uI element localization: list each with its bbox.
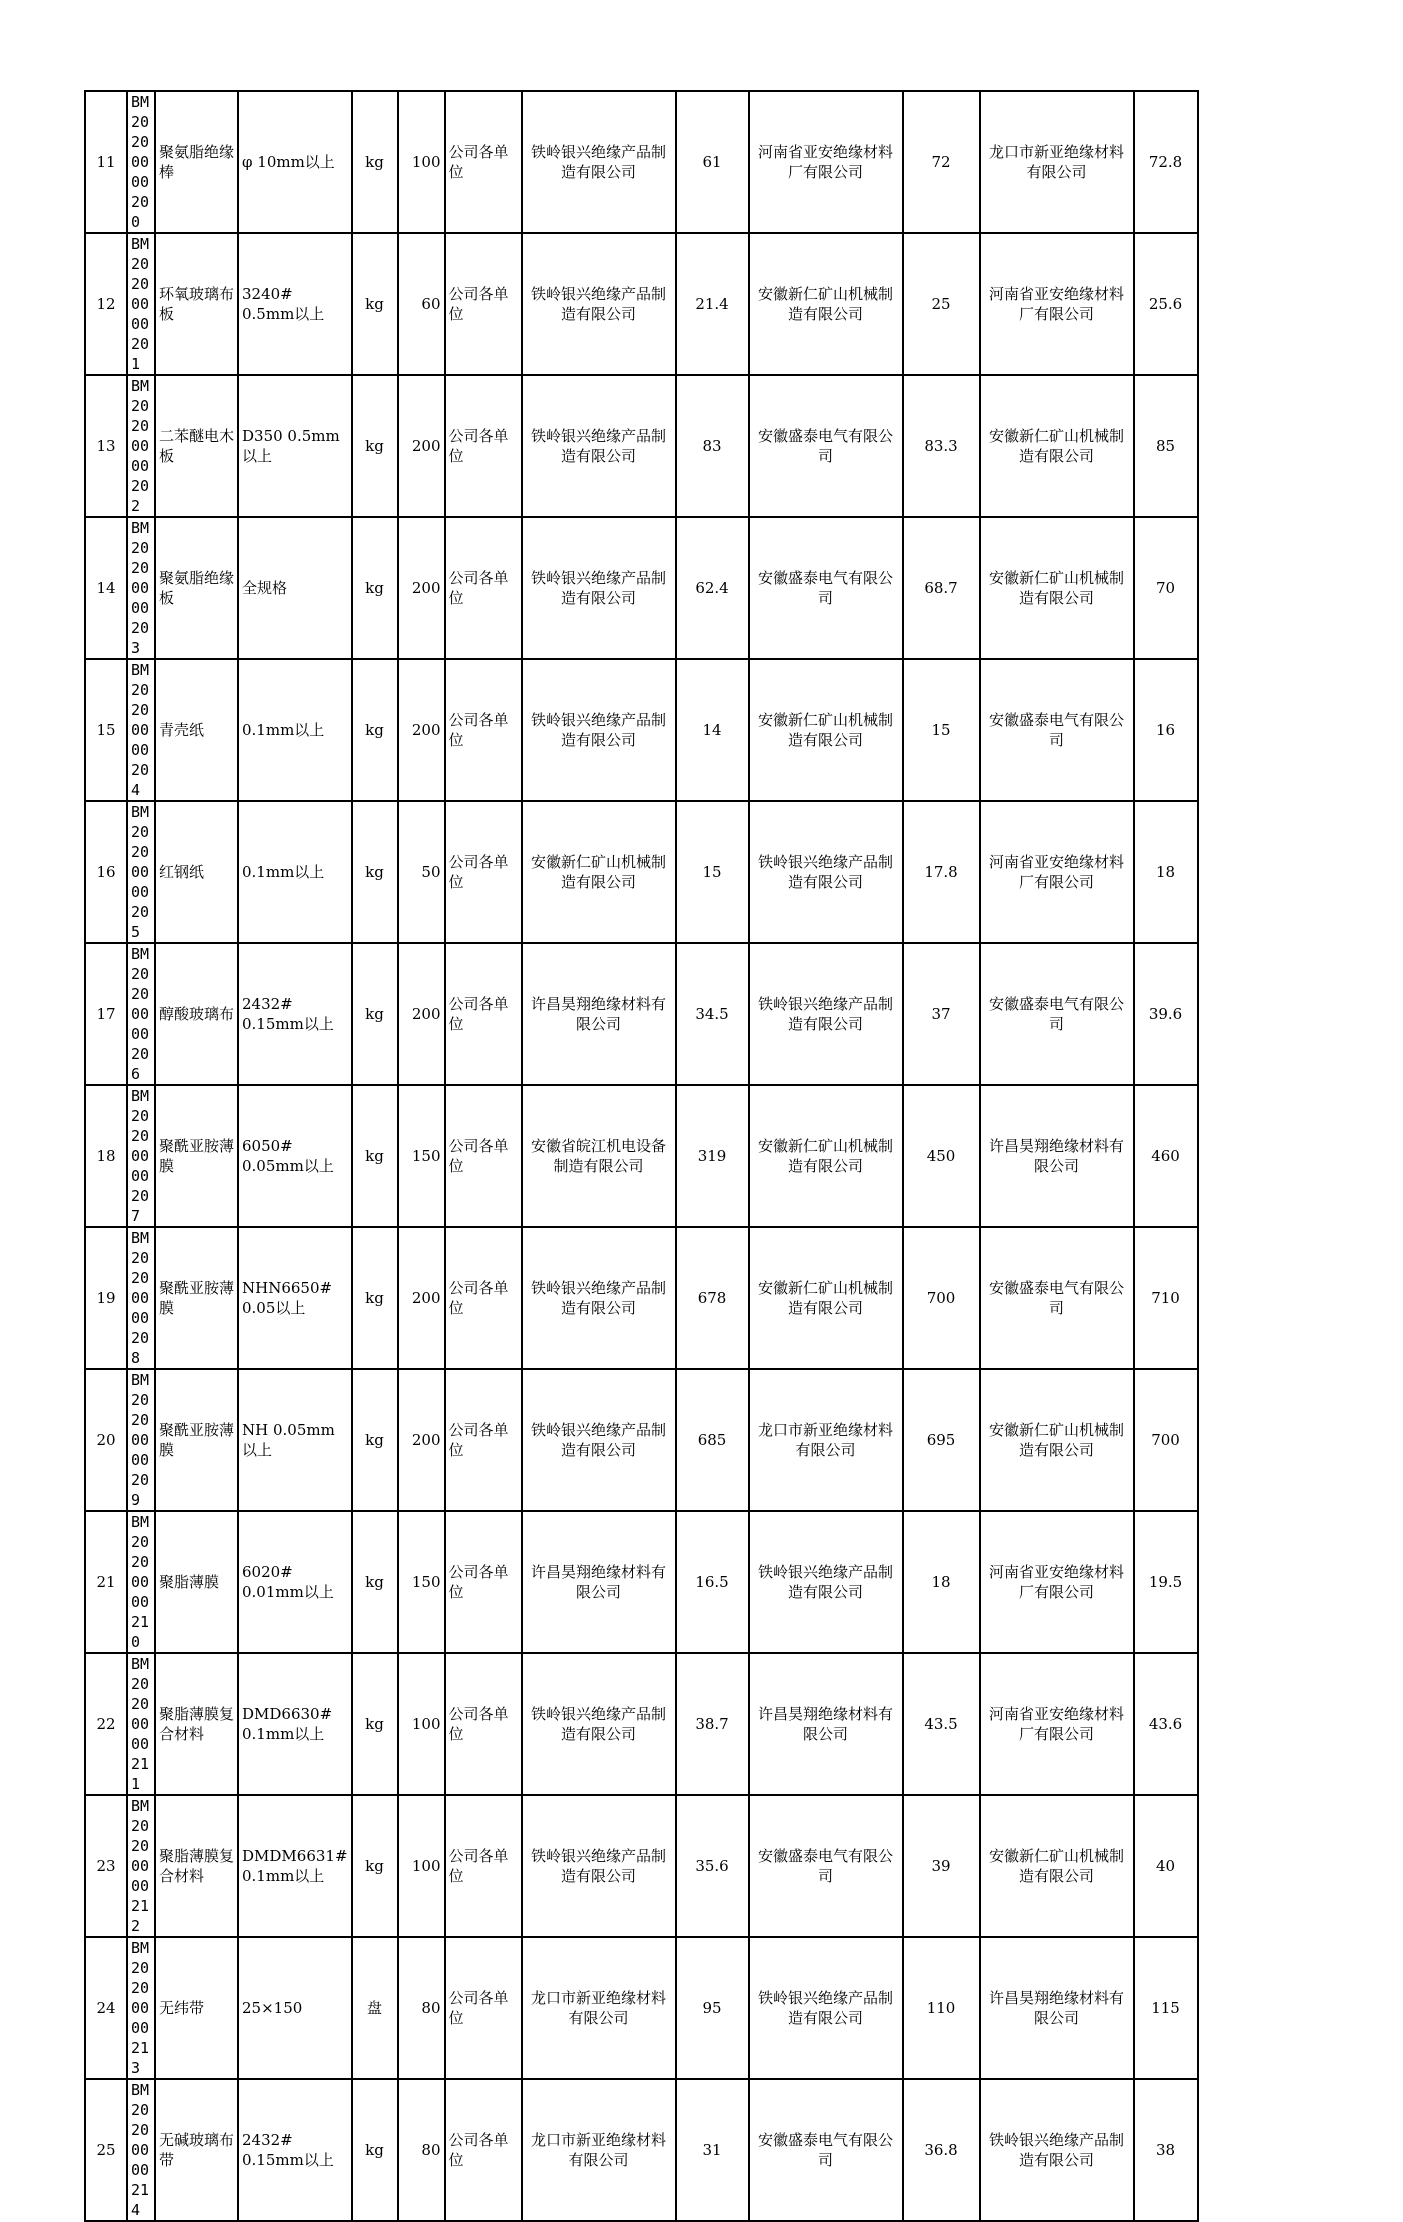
material-code-cell: BM20200000207 [127,1085,155,1227]
table-row [85,233,1198,375]
price-1-cell: 34.5 [676,943,749,1085]
supplier-3-cell: 许昌昊翔绝缘材料有限公司 [980,1085,1134,1227]
price-1-cell: 319 [676,1085,749,1227]
price-2-cell: 695 [903,1369,980,1511]
quantity-cell: 150 [398,1511,445,1653]
table-row [85,2079,1198,2221]
material-code-cell: BM20200000208 [127,1227,155,1369]
specification-cell: DMDM6631# 0.1mm以上 [238,1795,352,1937]
supplier-3-cell: 河南省亚安绝缘材料厂有限公司 [980,1511,1134,1653]
price-3-cell: 16 [1134,659,1198,801]
quantity-cell: 60 [398,233,445,375]
price-1-cell: 31 [676,2079,749,2221]
row-number-cell: 23 [85,1795,127,1937]
specification-cell: 2432# 0.15mm以上 [238,2079,352,2221]
price-2-cell: 15 [903,659,980,801]
price-3-cell: 19.5 [1134,1511,1198,1653]
material-name-cell: 聚脂薄膜复合材料 [155,1795,238,1937]
material-code-cell: BM20200000203 [127,517,155,659]
row-number-cell: 20 [85,1369,127,1511]
unit-cell: kg [352,1227,398,1369]
usage-scope-cell: 公司各单位 [445,1795,522,1937]
price-1-cell: 16.5 [676,1511,749,1653]
price-2-cell: 43.5 [903,1653,980,1795]
price-3-cell: 85 [1134,375,1198,517]
table-row [85,1937,1198,2079]
unit-cell: kg [352,233,398,375]
material-name-cell: 无纬带 [155,1937,238,2079]
price-1-cell: 61 [676,91,749,233]
usage-scope-cell: 公司各单位 [445,1227,522,1369]
table-row [85,1227,1198,1369]
usage-scope-cell: 公司各单位 [445,659,522,801]
quantity-cell: 150 [398,1085,445,1227]
quantity-cell: 200 [398,1227,445,1369]
supplier-3-cell: 安徽新仁矿山机械制造有限公司 [980,375,1134,517]
supplier-1-cell: 铁岭银兴绝缘产品制造有限公司 [522,1653,676,1795]
table-row [85,1511,1198,1653]
row-number-cell: 18 [85,1085,127,1227]
table-row [85,659,1198,801]
material-code-cell: BM20200000214 [127,2079,155,2221]
price-1-cell: 678 [676,1227,749,1369]
unit-cell: kg [352,801,398,943]
supplier-1-cell: 许昌昊翔绝缘材料有限公司 [522,1511,676,1653]
supplier-2-cell: 河南省亚安绝缘材料厂有限公司 [749,91,903,233]
quantity-cell: 200 [398,943,445,1085]
supplier-1-cell: 许昌昊翔绝缘材料有限公司 [522,943,676,1085]
unit-cell: kg [352,1511,398,1653]
usage-scope-cell: 公司各单位 [445,1937,522,2079]
supplier-2-cell: 安徽新仁矿山机械制造有限公司 [749,659,903,801]
material-name-cell: 聚脂薄膜 [155,1511,238,1653]
quantity-cell: 200 [398,659,445,801]
supplier-1-cell: 铁岭银兴绝缘产品制造有限公司 [522,659,676,801]
price-2-cell: 25 [903,233,980,375]
material-name-cell: 无碱玻璃布带 [155,2079,238,2221]
row-number-cell: 22 [85,1653,127,1795]
row-number-cell: 24 [85,1937,127,2079]
specification-cell: 3240# 0.5mm以上 [238,233,352,375]
table-row [85,1653,1198,1795]
supplier-1-cell: 铁岭银兴绝缘产品制造有限公司 [522,1795,676,1937]
row-number-cell: 15 [85,659,127,801]
unit-cell: kg [352,1085,398,1227]
usage-scope-cell: 公司各单位 [445,1653,522,1795]
supplier-1-cell: 安徽省皖江机电设备制造有限公司 [522,1085,676,1227]
usage-scope-cell: 公司各单位 [445,2079,522,2221]
supplier-3-cell: 安徽新仁矿山机械制造有限公司 [980,1795,1134,1937]
row-number-cell: 14 [85,517,127,659]
table-row [85,1369,1198,1511]
price-3-cell: 39.6 [1134,943,1198,1085]
price-3-cell: 25.6 [1134,233,1198,375]
price-3-cell: 710 [1134,1227,1198,1369]
supplier-2-cell: 安徽新仁矿山机械制造有限公司 [749,1085,903,1227]
material-name-cell: 青壳纸 [155,659,238,801]
unit-cell: kg [352,1795,398,1937]
supplier-3-cell: 龙口市新亚绝缘材料有限公司 [980,91,1134,233]
quantity-cell: 80 [398,1937,445,2079]
supplier-2-cell: 龙口市新亚绝缘材料有限公司 [749,1369,903,1511]
table-row [85,517,1198,659]
specification-cell: 0.1mm以上 [238,659,352,801]
material-name-cell: 聚酰亚胺薄膜 [155,1227,238,1369]
supplier-3-cell: 河南省亚安绝缘材料厂有限公司 [980,1653,1134,1795]
supplier-1-cell: 铁岭银兴绝缘产品制造有限公司 [522,375,676,517]
row-number-cell: 16 [85,801,127,943]
supplier-3-cell: 许昌昊翔绝缘材料有限公司 [980,1937,1134,2079]
table-row [85,375,1198,517]
material-name-cell: 聚酰亚胺薄膜 [155,1085,238,1227]
table-row [85,801,1198,943]
price-2-cell: 72 [903,91,980,233]
unit-cell: kg [352,943,398,1085]
supplier-1-cell: 铁岭银兴绝缘产品制造有限公司 [522,233,676,375]
price-1-cell: 685 [676,1369,749,1511]
material-name-cell: 聚脂薄膜复合材料 [155,1653,238,1795]
supplier-2-cell: 安徽盛泰电气有限公司 [749,2079,903,2221]
table-row [85,1795,1198,1937]
unit-cell: kg [352,375,398,517]
supplier-1-cell: 铁岭银兴绝缘产品制造有限公司 [522,1227,676,1369]
quantity-cell: 50 [398,801,445,943]
price-3-cell: 115 [1134,1937,1198,2079]
price-2-cell: 700 [903,1227,980,1369]
row-number-cell: 13 [85,375,127,517]
material-code-cell: BM20200000205 [127,801,155,943]
price-2-cell: 18 [903,1511,980,1653]
price-2-cell: 450 [903,1085,980,1227]
unit-cell: kg [352,1653,398,1795]
supplier-3-cell: 河南省亚安绝缘材料厂有限公司 [980,801,1134,943]
price-2-cell: 68.7 [903,517,980,659]
price-table [84,90,1199,2222]
supplier-2-cell: 安徽盛泰电气有限公司 [749,517,903,659]
quantity-cell: 100 [398,1795,445,1937]
quantity-cell: 200 [398,375,445,517]
price-1-cell: 95 [676,1937,749,2079]
supplier-3-cell: 河南省亚安绝缘材料厂有限公司 [980,233,1134,375]
material-code-cell: BM20200000206 [127,943,155,1085]
supplier-2-cell: 安徽盛泰电气有限公司 [749,1795,903,1937]
material-name-cell: 聚氨脂绝缘棒 [155,91,238,233]
material-code-cell: BM20200000209 [127,1369,155,1511]
material-name-cell: 聚酰亚胺薄膜 [155,1369,238,1511]
supplier-1-cell: 龙口市新亚绝缘材料有限公司 [522,1937,676,2079]
price-1-cell: 62.4 [676,517,749,659]
material-name-cell: 聚氨脂绝缘板 [155,517,238,659]
usage-scope-cell: 公司各单位 [445,233,522,375]
price-1-cell: 35.6 [676,1795,749,1937]
price-2-cell: 83.3 [903,375,980,517]
usage-scope-cell: 公司各单位 [445,1369,522,1511]
table-row [85,943,1198,1085]
unit-cell: kg [352,659,398,801]
material-name-cell: 二苯醚电木板 [155,375,238,517]
supplier-2-cell: 铁岭银兴绝缘产品制造有限公司 [749,1511,903,1653]
specification-cell: 6050# 0.05mm以上 [238,1085,352,1227]
price-3-cell: 38 [1134,2079,1198,2221]
material-code-cell: BM20200000201 [127,233,155,375]
usage-scope-cell: 公司各单位 [445,1511,522,1653]
supplier-2-cell: 安徽盛泰电气有限公司 [749,375,903,517]
usage-scope-cell: 公司各单位 [445,801,522,943]
usage-scope-cell: 公司各单位 [445,517,522,659]
price-2-cell: 110 [903,1937,980,2079]
price-3-cell: 40 [1134,1795,1198,1937]
quantity-cell: 100 [398,91,445,233]
price-3-cell: 460 [1134,1085,1198,1227]
supplier-2-cell: 铁岭银兴绝缘产品制造有限公司 [749,801,903,943]
quantity-cell: 200 [398,517,445,659]
specification-cell: NH 0.05mm 以上 [238,1369,352,1511]
unit-cell: kg [352,517,398,659]
material-code-cell: BM20200000211 [127,1653,155,1795]
specification-cell: 2432# 0.15mm以上 [238,943,352,1085]
supplier-2-cell: 安徽新仁矿山机械制造有限公司 [749,233,903,375]
material-code-cell: BM20200000204 [127,659,155,801]
supplier-3-cell: 安徽新仁矿山机械制造有限公司 [980,517,1134,659]
quantity-cell: 100 [398,1653,445,1795]
material-name-cell: 环氧玻璃布板 [155,233,238,375]
price-2-cell: 36.8 [903,2079,980,2221]
specification-cell: NHN6650# 0.05以上 [238,1227,352,1369]
price-3-cell: 70 [1134,517,1198,659]
material-code-cell: BM20200000213 [127,1937,155,2079]
table-row [85,91,1198,233]
specification-cell: DMD6630# 0.1mm以上 [238,1653,352,1795]
price-3-cell: 72.8 [1134,91,1198,233]
row-number-cell: 11 [85,91,127,233]
quantity-cell: 200 [398,1369,445,1511]
supplier-2-cell: 铁岭银兴绝缘产品制造有限公司 [749,943,903,1085]
usage-scope-cell: 公司各单位 [445,943,522,1085]
material-name-cell: 醇酸玻璃布 [155,943,238,1085]
material-code-cell: BM20200000200 [127,91,155,233]
supplier-3-cell: 安徽盛泰电气有限公司 [980,943,1134,1085]
price-3-cell: 700 [1134,1369,1198,1511]
supplier-1-cell: 铁岭银兴绝缘产品制造有限公司 [522,91,676,233]
usage-scope-cell: 公司各单位 [445,91,522,233]
row-number-cell: 25 [85,2079,127,2221]
supplier-3-cell: 安徽盛泰电气有限公司 [980,1227,1134,1369]
price-2-cell: 37 [903,943,980,1085]
specification-cell: 6020# 0.01mm以上 [238,1511,352,1653]
material-code-cell: BM20200000210 [127,1511,155,1653]
row-number-cell: 12 [85,233,127,375]
supplier-2-cell: 许昌昊翔绝缘材料有限公司 [749,1653,903,1795]
material-code-cell: BM20200000202 [127,375,155,517]
price-2-cell: 17.8 [903,801,980,943]
supplier-1-cell: 铁岭银兴绝缘产品制造有限公司 [522,517,676,659]
price-1-cell: 38.7 [676,1653,749,1795]
specification-cell: 25×150 [238,1937,352,2079]
supplier-2-cell: 铁岭银兴绝缘产品制造有限公司 [749,1937,903,2079]
specification-cell: 全规格 [238,517,352,659]
supplier-3-cell: 安徽盛泰电气有限公司 [980,659,1134,801]
price-1-cell: 83 [676,375,749,517]
supplier-3-cell: 安徽新仁矿山机械制造有限公司 [980,1369,1134,1511]
table-row [85,1085,1198,1227]
unit-cell: kg [352,1369,398,1511]
material-name-cell: 红钢纸 [155,801,238,943]
row-number-cell: 17 [85,943,127,1085]
price-3-cell: 43.6 [1134,1653,1198,1795]
specification-cell: D350 0.5mm以上 [238,375,352,517]
price-1-cell: 14 [676,659,749,801]
usage-scope-cell: 公司各单位 [445,375,522,517]
usage-scope-cell: 公司各单位 [445,1085,522,1227]
price-2-cell: 39 [903,1795,980,1937]
supplier-1-cell: 龙口市新亚绝缘材料有限公司 [522,2079,676,2221]
supplier-1-cell: 安徽新仁矿山机械制造有限公司 [522,801,676,943]
row-number-cell: 19 [85,1227,127,1369]
quantity-cell: 80 [398,2079,445,2221]
specification-cell: φ 10mm以上 [238,91,352,233]
supplier-3-cell: 铁岭银兴绝缘产品制造有限公司 [980,2079,1134,2221]
material-code-cell: BM20200000212 [127,1795,155,1937]
supplier-2-cell: 安徽新仁矿山机械制造有限公司 [749,1227,903,1369]
row-number-cell: 21 [85,1511,127,1653]
unit-cell: kg [352,91,398,233]
specification-cell: 0.1mm以上 [238,801,352,943]
unit-cell: 盘 [352,1937,398,2079]
price-1-cell: 15 [676,801,749,943]
price-3-cell: 18 [1134,801,1198,943]
price-1-cell: 21.4 [676,233,749,375]
supplier-1-cell: 铁岭银兴绝缘产品制造有限公司 [522,1369,676,1511]
unit-cell: kg [352,2079,398,2221]
